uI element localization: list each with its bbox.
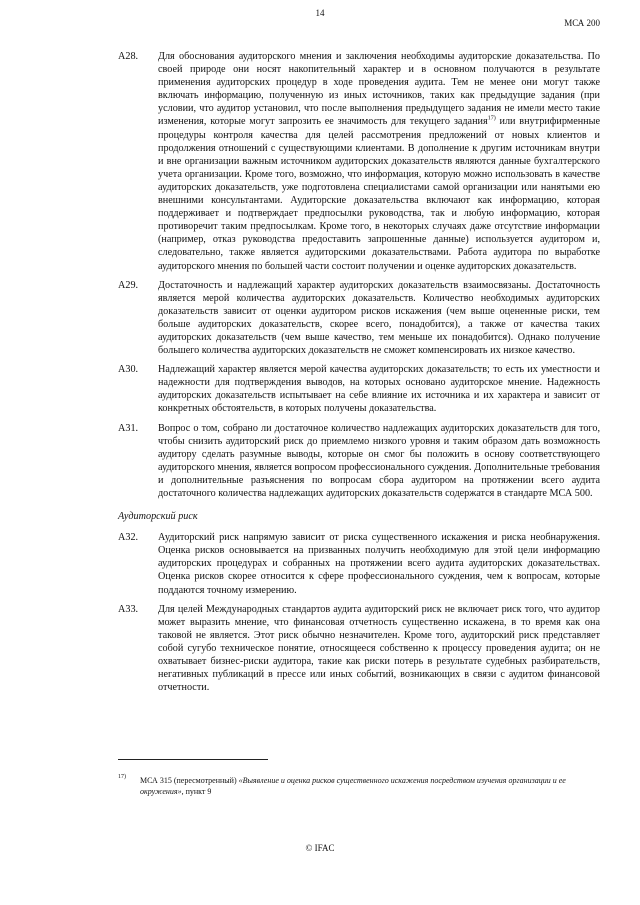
paragraph-text xyxy=(158,50,600,273)
footnote-divider xyxy=(118,759,268,760)
paragraph-number: A28. xyxy=(118,51,139,62)
paragraph-text: Для целей Международных стандартов аудита аудиторский риск не включает риск того, что аудитор может выразить мнение, что финансовая отчетность существенно искажена, в то время как она таковой не является. Этот риск обычно незначителен. Кроме того, аудиторский риск представляет собой сугубо техническое понятие, относящееся собственно к процессу проведения аудита; он не охватывает бизнес-риски аудитора, такие как риски потерь в результате судебных разбирательств, негативных публикаций в прессе или иных событий, возникающих в связи с аудитом финансовой отчетности. xyxy=(158,603,600,694)
footnote-mark: 17) xyxy=(118,774,126,780)
footnote-reference[interactable]: 17) xyxy=(487,116,496,123)
footnote-tail: , пункт 9 xyxy=(181,787,212,796)
paragraph-text: Достаточность и надлежащий характер аудиторских доказательств взаимосвязаны. Достаточность является мерой количества аудиторских доказательств. Количество необходимых аудиторских доказательств зависит от оценки аудитором рисков искажения (чем выше оцененные риски, тем больше аудиторских доказательств, скорее всего, понадобится), а также от качества таких аудиторских доказательств (чем выше качество, тем меньше их понадобится). Однако получение большего количества аудиторских доказательств не сможет компенсировать их низкое качество. xyxy=(158,279,600,357)
paragraph-a29 xyxy=(118,279,600,358)
paragraph-text: Вопрос о том, собрано ли достаточное количество надлежащих аудиторских доказательств для того, чтобы снизить аудиторский риск до приемлемо низкого уровня и таким образом дать возможность аудитору сделать разумные выводы, которые он смог бы положить в основу соответствующего аудиторского мнения, является вопросом профессионального суждения. Дополнительные требования и дополнительные разъяснения по вопросам сбора аудитором на протяжении всего аудита достаточного количества надлежащих аудиторских доказательств содержатся в стандарте МСА 500. xyxy=(158,422,600,499)
paragraph-a28 xyxy=(118,50,600,273)
paragraph-a31 xyxy=(118,422,600,501)
paragraph-number: A30. xyxy=(118,364,139,376)
footnote-text xyxy=(118,775,600,797)
paragraph-number: A33. xyxy=(118,603,139,615)
paragraph-a32 xyxy=(118,531,600,596)
section-heading: Аудиторский риск xyxy=(118,511,198,523)
document-body xyxy=(118,50,600,700)
paragraph-text-part: Для обоснования аудиторского мнения и заключения необходимы аудиторские доказательства. По своей природе они носят накопительный характер и в основном получаются в результате применения аудиторских процедур в ходе проведения аудита. Тем не менее они могут также включать информацию, полученную из иных источников, таких как предыдущие задания (при условии, что аудитор установил, что после выполнения предыдущего задания не имели место такие изменения, которые могут запрозить ее значимость для текущего задания xyxy=(158,51,600,128)
footnote-lead: МСА 315 (пересмотренный) xyxy=(140,776,239,785)
paragraph-text: Аудиторский риск напрямую зависит от риска существенного искажения и риска необнаружения. Оценка рисков основывается на призванных получить необходимую для этой цели информацию аудиторских процедурах и собранных на протяжении всего аудита аудиторских доказательствах. Оценка рисков скорее относится к сфере профессионального суждения, чем к вопросам, которые поддаются точному измерению. xyxy=(158,532,600,596)
paragraph-a30 xyxy=(118,363,600,415)
copyright: © IFAC xyxy=(305,843,335,853)
paragraph-text: Надлежащий характер является мерой качества аудиторских доказательств; то есть их уместности и надежности для подтверждения выводов, на которых основано аудиторское мнение. Надежность аудиторских доказательств испытывает на себе влияние их источника и их характера и зависит от конкретных обстоятельств, в которых получены доказательства. xyxy=(158,364,600,415)
paragraph-a33 xyxy=(118,603,600,695)
standard-code: МСА 200 xyxy=(564,18,600,28)
footnote-title: «Выявление и оценка рисков существенного искажения посредством изучения организации и ее окружения» xyxy=(140,776,566,796)
paragraph-text-part: или внутрифирменные процедуры контроля качества для целей рассмотрения предложений от новых клиентов и продолжения отношений с существующими клиентами. В дополнение к другим источникам внутри и вне организации важным источником аудиторских доказательств являются данные бухгалтерского учета организации. Кроме того, возможно, что информация, которую можно использовать в качестве аудиторских доказательств, уже подготовлена специалистами самой организации или нанятыми ею внешними консультантами. Аудиторские доказательства включают как информацию, которая поддерживает и подтверждает предпосылки руководства, так и любую информацию, которая противоречит таким предпосылкам. Кроме того, в некоторых случаях даже отсутствие информации (например, отказ руководства предоставить запрошенные данные) используется аудитором и, следовательно, также является аудиторскими доказательствами. Работа аудитора по выработке аудиторского мнения по большей части состоит получении и оценке аудиторских доказательств. xyxy=(158,116,600,272)
page-number: 14 xyxy=(315,8,325,18)
paragraph-number: A32. xyxy=(118,532,139,544)
footnote xyxy=(118,775,600,797)
paragraph-number: A29. xyxy=(118,279,139,291)
paragraph-number: A31. xyxy=(118,422,139,434)
